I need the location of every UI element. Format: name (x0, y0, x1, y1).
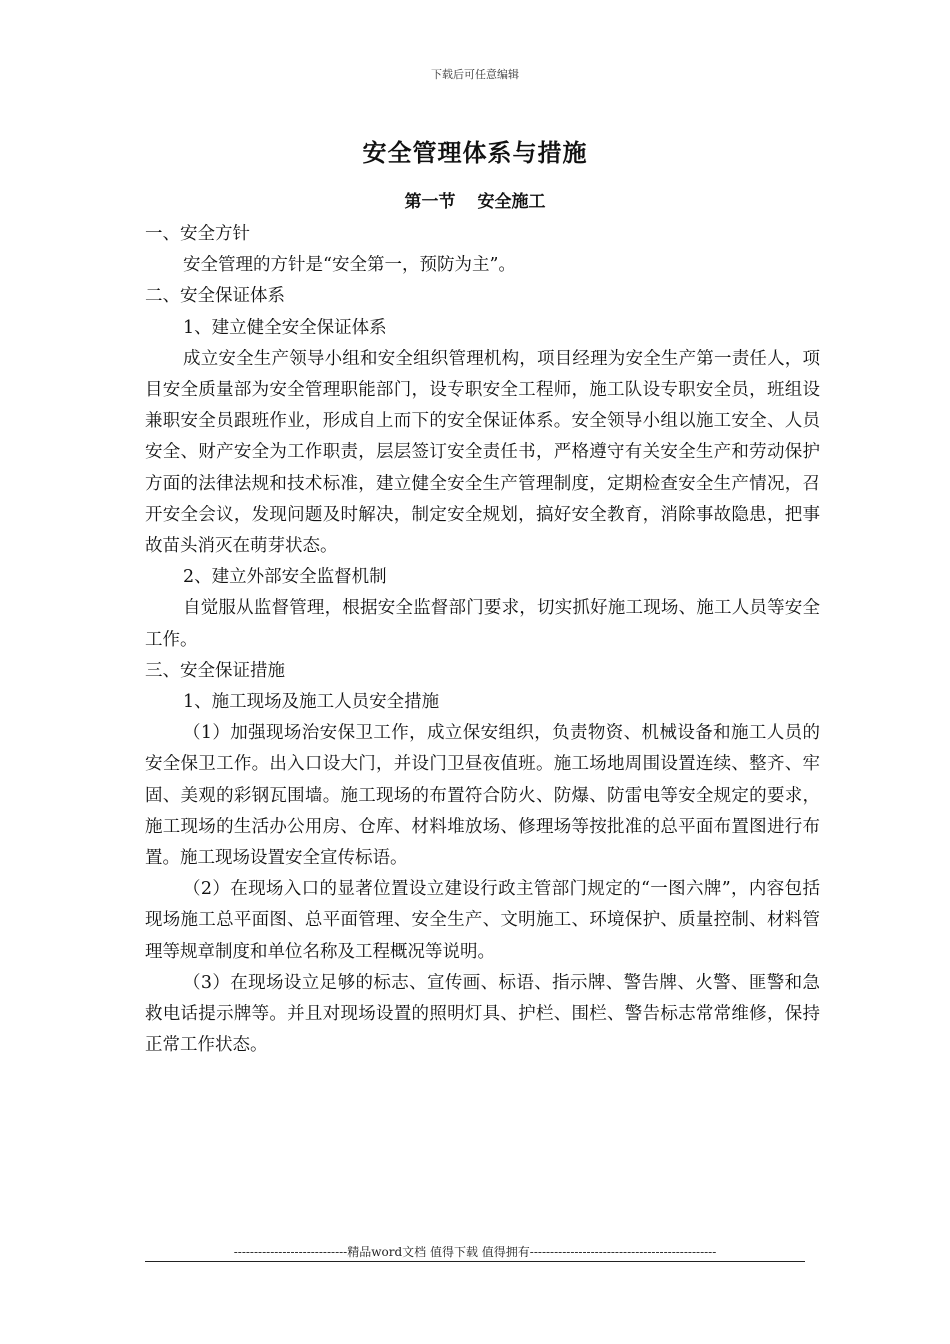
section-number: 第一节 (404, 192, 456, 212)
document-body (145, 219, 820, 1061)
heading-2: 1、施工现场及施工人员安全措施 (183, 692, 440, 713)
document-title: 安全管理体系与措施 (362, 138, 588, 167)
header-note: 下载后可任意编辑 (431, 68, 519, 81)
footer-divider (145, 1261, 805, 1262)
heading-2: 1、建立健全安全保证体系 (183, 317, 387, 338)
footer-text: ----------------------------精品word文档 值得下载 值得拥有---------------------------------------------- (233, 1245, 717, 1259)
section-name: 安全施工 (477, 192, 546, 212)
heading-1: 三、安全保证措施 (145, 660, 285, 681)
paragraph: （1）加强现场治安保卫工作，成立保安组织，负责物资、机械设备和施工人员的安全保卫工作。出入口设大门，并设门卫昼夜值班。施工场地周围设置连续、整齐、牢固、美观的彩钢瓦围墙。施工现场的布置符合防火、防爆、防雷电等安全规定的要求，施工现场的生活办公用房、仓库、材料堆放场、修理场等按批准的总平面布置图进行布置。施工现场设置安全宣传标语。 (145, 723, 820, 869)
heading-1: 一、安全方针 (145, 224, 250, 244)
section-heading (0, 187, 950, 212)
paragraph: 自觉服从监督管理，根据安全监督部门要求，切实抓好施工现场、施工人员等安全工作。 (145, 598, 820, 650)
heading-2: 2、建立外部安全监督机制 (183, 567, 387, 588)
heading-1: 二、安全保证体系 (145, 286, 285, 307)
paragraph: （2）在现场入口的显著位置设立建设行政主管部门规定的“一图六牌”，内容包括现场施工总平面图、总平面管理、安全生产、文明施工、环境保护、质量控制、材料管理等规章制度和单位名称及工程概况等说明。 (145, 879, 820, 962)
paragraph: 安全管理的方针是“安全第一，预防为主”。 (183, 255, 516, 276)
paragraph: 成立安全生产领导小组和安全组织管理机构，项目经理为安全生产第一责任人，项目安全质量部为安全管理职能部门，设专职安全工程师，施工队设专职安全员，班组设兼职安全员跟班作业，形成自上而下的安全保证体系。安全领导小组以施工安全、人员安全、财产安全为工作职责，层层签订安全责任书，严格遵守有关安全生产和劳动保护方面的法律法规和技术标准，建立健全安全生产管理制度，定期检查安全生产情况，召开安全会议，发现问题及时解决，制定安全规划，搞好安全教育，消除事故隐患，把事故苗头消灭在萌芽状态。 (145, 348, 820, 557)
paragraph: （3）在现场设立足够的标志、宣传画、标语、指示牌、警告牌、火警、匪警和急救电话提示牌等。并且对现场设置的照明灯具、护栏、围栏、警告标志常常维修，保持正常工作状态。 (145, 972, 820, 1056)
